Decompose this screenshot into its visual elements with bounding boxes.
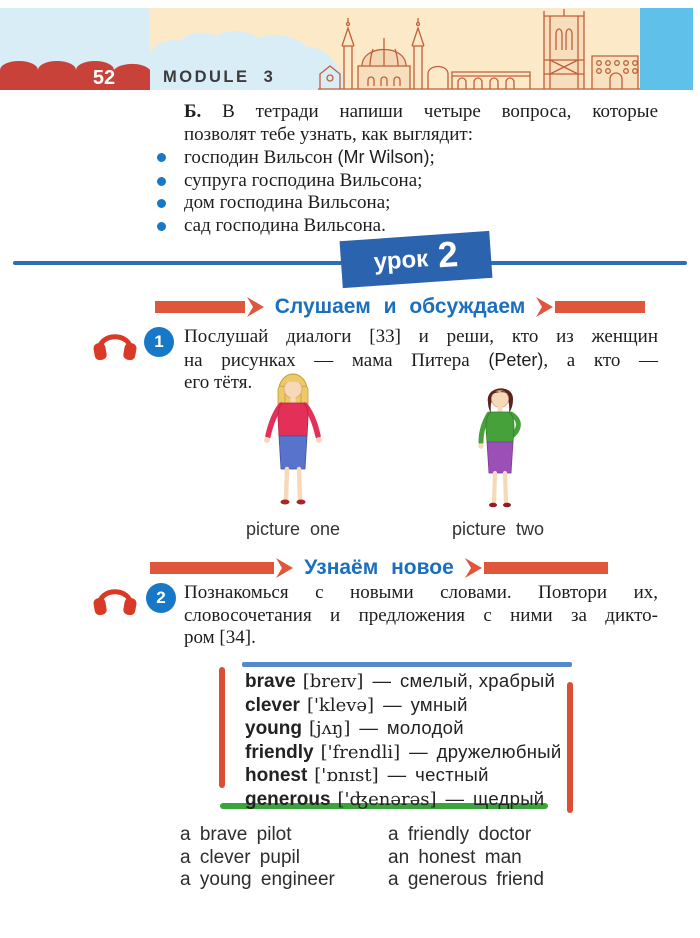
- section-chevron-icon: [536, 297, 553, 317]
- vocab-entry: [245, 694, 571, 718]
- section-chevron-icon: [465, 558, 482, 578]
- phrase-column-2: [388, 824, 544, 892]
- vocab-transcription: [breɪv]: [302, 671, 364, 692]
- vocab-entry: [245, 741, 571, 765]
- vocab-left-bar: [219, 667, 225, 788]
- picture-two-caption: picture two: [452, 519, 545, 539]
- vocab-translation: честный: [415, 764, 489, 785]
- vocab-translation: щедрый: [473, 787, 545, 809]
- bullet-item: супруга господина Вильсона;: [157, 170, 662, 193]
- lesson-banner: [340, 231, 493, 288]
- section-title-new: Узнаём новое: [304, 556, 454, 579]
- section-bar-right: [555, 301, 645, 313]
- headphones-icon: [93, 579, 137, 617]
- vocab-translation: дружелюбный: [436, 740, 562, 762]
- vocab-transcription: ['ʤenərəs]: [337, 788, 437, 810]
- vocab-transcription: ['ɒnɪst]: [314, 765, 379, 786]
- vocab-translation: молодой: [386, 717, 464, 738]
- header-band: [0, 8, 693, 90]
- exercise-number-badge: 1: [144, 327, 174, 357]
- page-number: 52: [92, 67, 116, 89]
- vocab-word: generous: [245, 788, 331, 810]
- bullet-item: дом господина Вильсона;: [157, 192, 662, 215]
- vocab-transcription: ['frendli]: [320, 741, 401, 763]
- vocab-dash: —: [383, 693, 402, 715]
- task-b-paragraph: Б. В тетради напиши четыре вопроса, которые позволят тебе узнать, как выглядит:: [184, 101, 659, 145]
- vocab-transcription: [jʌŋ]: [309, 718, 351, 739]
- vocab-translation: умный: [410, 693, 468, 715]
- bullet-dot: [157, 153, 166, 162]
- phrase-column-1: [180, 824, 335, 892]
- lesson-banner-number: 2: [436, 233, 460, 276]
- section-chevron-icon: [247, 297, 264, 317]
- vocab-transcription: ['klevə]: [306, 694, 375, 716]
- picture-two-illustration: [460, 380, 536, 512]
- phrase-item: a young engineer: [180, 869, 335, 890]
- picture-one-caption: picture one: [246, 519, 341, 539]
- phrase-item: a clever pupil: [180, 846, 300, 868]
- vocab-entries: [245, 670, 571, 811]
- vocab-word: brave: [245, 671, 296, 692]
- section-bar-left: [150, 562, 274, 574]
- vocab-word: young: [245, 718, 302, 739]
- exercise1-text: Послушай диалоги [33] и реши, кто из женщин на рисунках — мама Питера (Peter), а кто — его тётя.: [184, 326, 658, 393]
- vocab-entry: [245, 764, 571, 788]
- section-header-new: [150, 556, 608, 580]
- bullet-item: сад господина Вильсона.: [157, 215, 662, 238]
- section-chevron-icon: [276, 558, 293, 578]
- phrase-item: a brave pilot: [180, 824, 292, 845]
- vocab-dash: —: [445, 787, 465, 809]
- vocab-entry: [245, 788, 571, 812]
- vocab-dash: —: [372, 670, 391, 691]
- exercise2-text: Познакомься с новыми словами. Повтори их, словосочетания и предложения с ними за дикто- ром [34].: [184, 582, 658, 648]
- phrase-item: an honest man: [388, 846, 522, 868]
- section-bar-left: [155, 301, 245, 313]
- exercise-number-badge: 2: [146, 583, 176, 613]
- vocab-entry: [245, 717, 571, 741]
- task-b-label: Б.: [184, 101, 202, 122]
- bullet-dot: [157, 222, 166, 231]
- section-bar-right: [484, 562, 608, 574]
- vocab-word: clever: [245, 694, 300, 716]
- picture-one-illustration: [253, 372, 333, 512]
- headphones-icon: [93, 324, 137, 362]
- section-header-listen: [155, 295, 645, 319]
- vocab-dash: —: [359, 717, 378, 738]
- phrase-item: a generous friend: [388, 869, 544, 890]
- vocab-dash: —: [409, 740, 428, 762]
- bullet-dot: [157, 177, 166, 186]
- module-label: MODULE 3: [163, 68, 276, 86]
- vocab-entry: [245, 670, 571, 694]
- vocab-top-line: [242, 662, 572, 667]
- bullet-dot: [157, 199, 166, 208]
- vocab-dash: —: [387, 764, 407, 785]
- vocabulary-box: [219, 659, 575, 817]
- vocab-word: friendly: [245, 741, 314, 763]
- lesson-banner-word: урок: [372, 244, 430, 276]
- bullet-list: [157, 146, 662, 237]
- phrase-item: a friendly doctor: [388, 824, 532, 845]
- bullet-item: господин Вильсон (Mr Wilson);: [157, 146, 662, 170]
- section-title-listen: Слушаем и обсуждаем: [274, 295, 526, 318]
- vocab-translation: смелый, храбрый: [399, 670, 556, 691]
- vocab-word: honest: [245, 765, 308, 786]
